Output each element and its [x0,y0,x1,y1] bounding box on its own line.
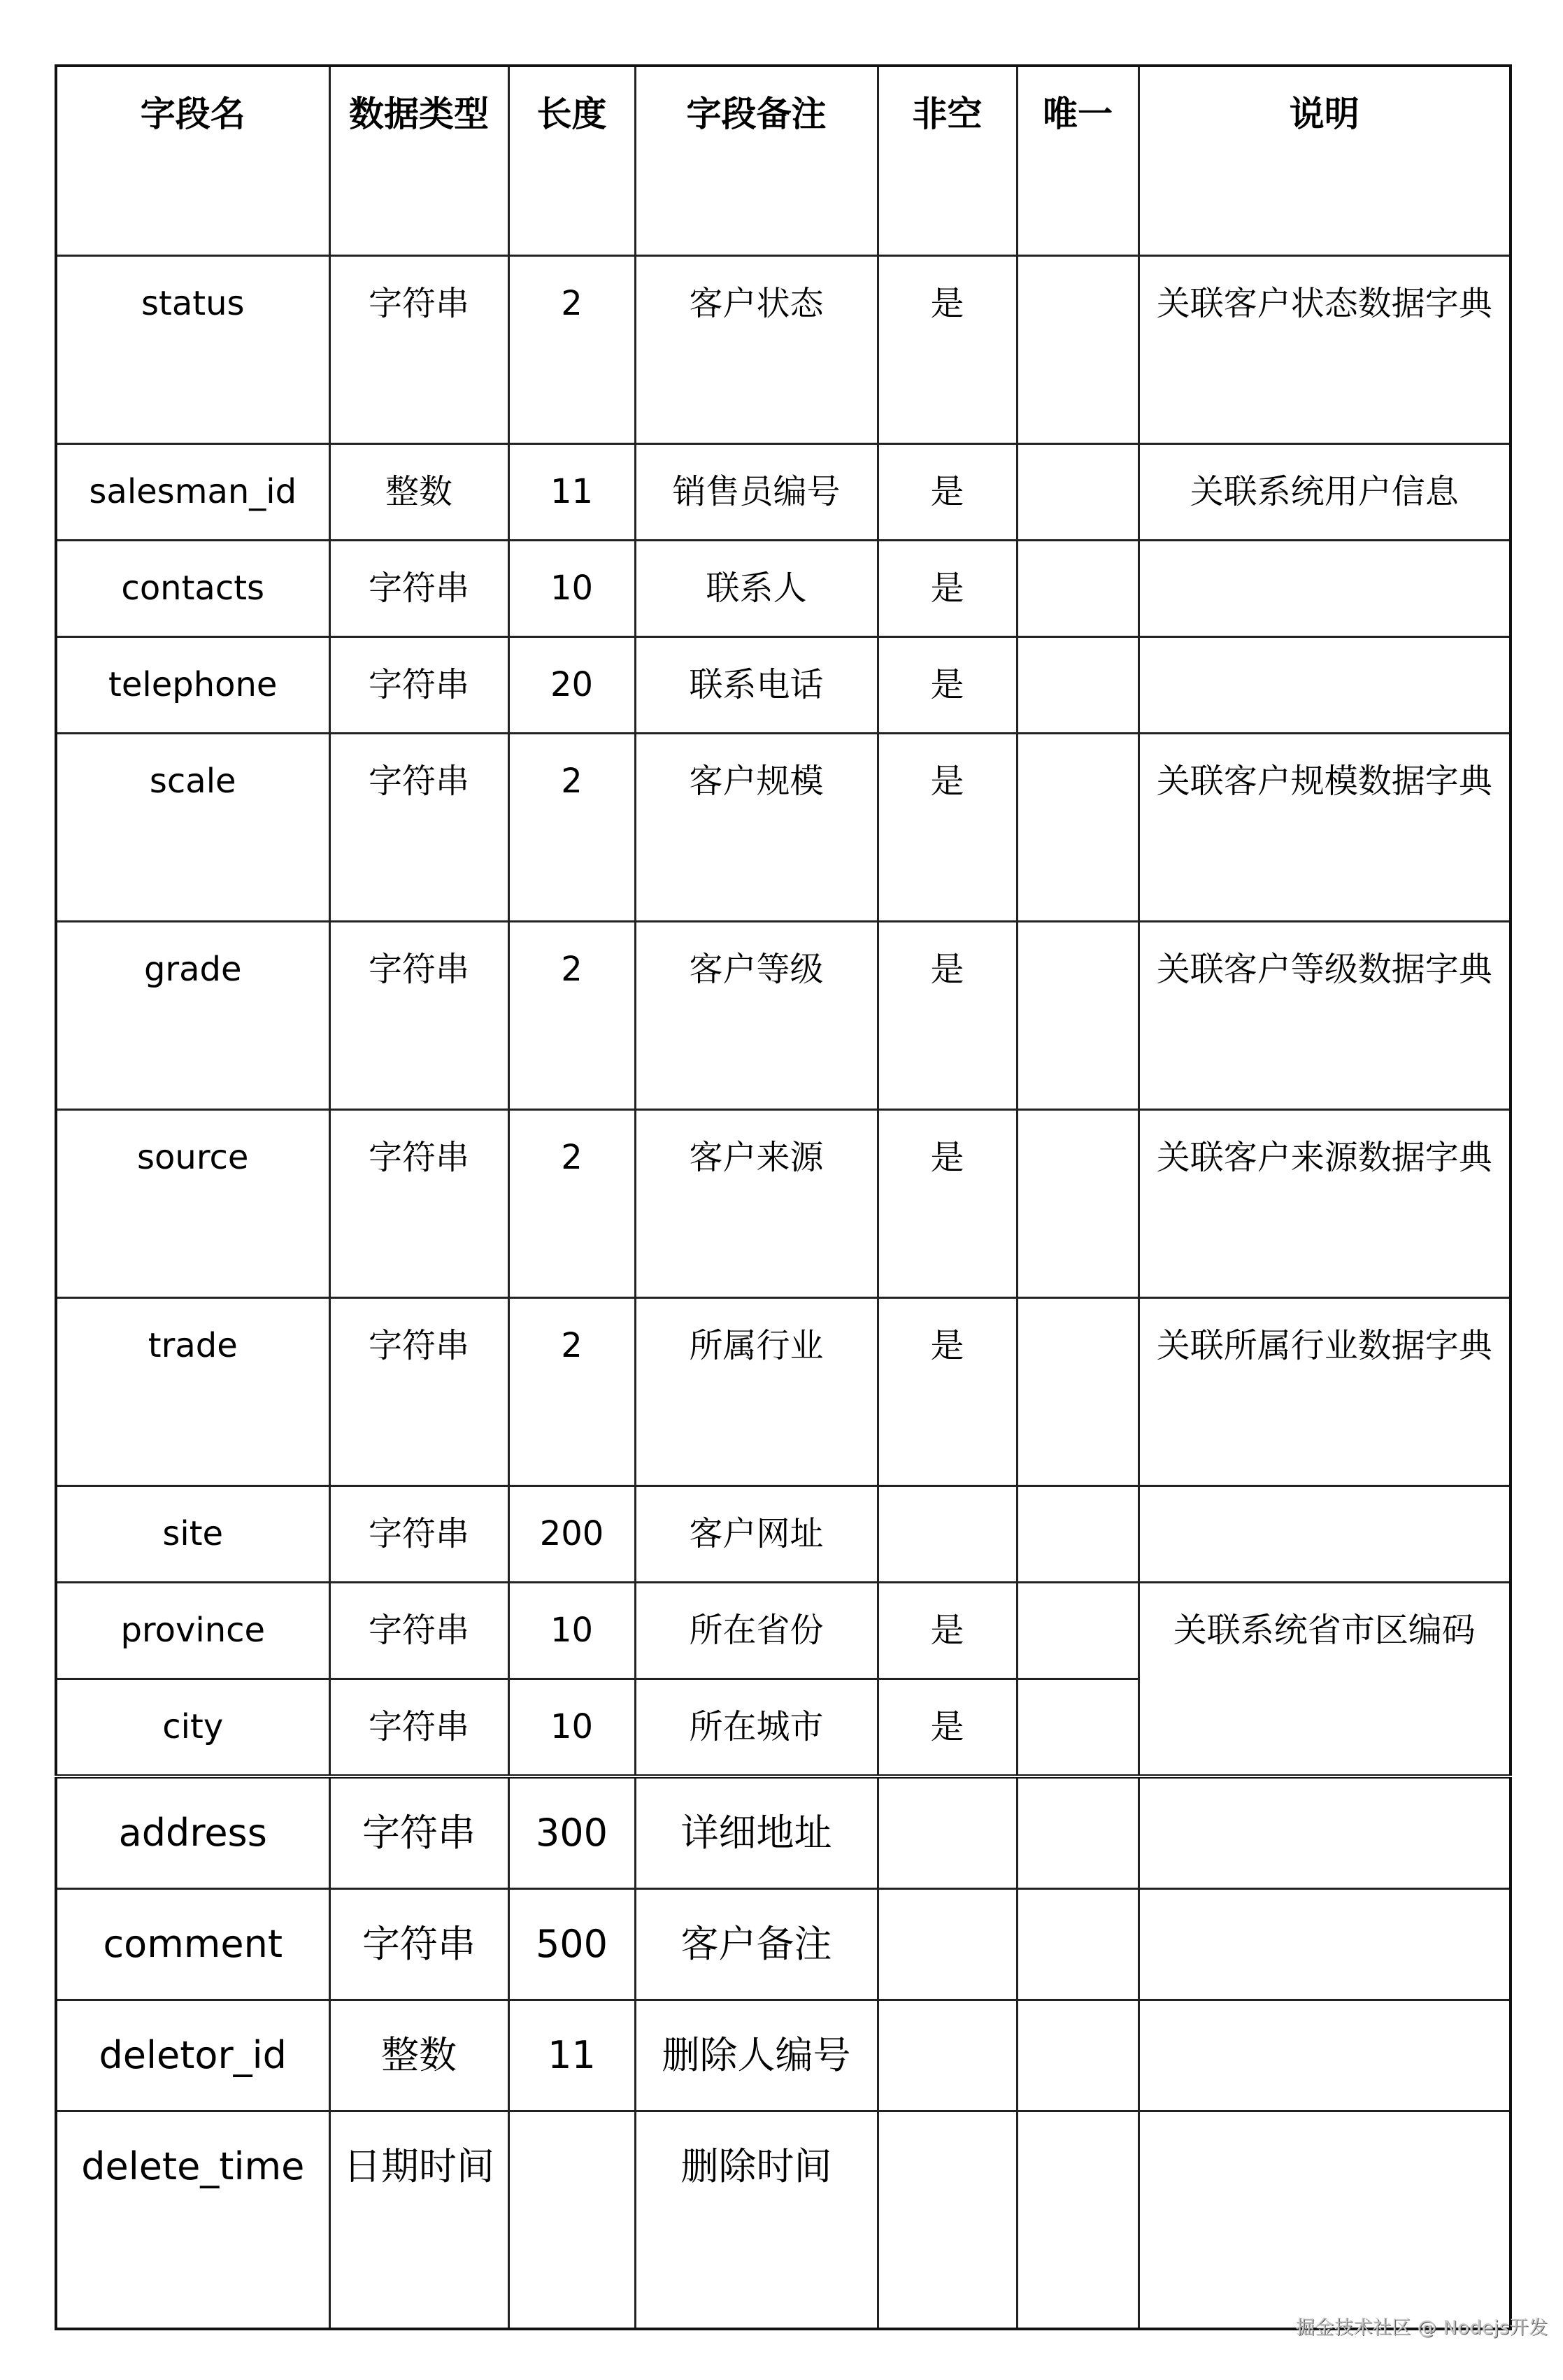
cell-not-null [878,2111,1017,2330]
table-row [56,2000,1511,2111]
table-row [56,541,1511,637]
cell-unique [1017,256,1139,444]
cell-length: 2 [508,256,635,444]
cell-unique [1017,2111,1139,2330]
header-remark: 字段备注 [635,66,878,256]
header-unique: 唯一 [1017,66,1139,256]
header-row [56,66,1511,256]
cell-not-null [878,1486,1017,1583]
table-row [56,1776,1511,1889]
table-row [56,1889,1511,2000]
cell-not-null: 是 [878,1583,1017,1679]
cell-remark: 客户网址 [635,1486,878,1583]
table-row [56,637,1511,734]
table-row [56,1110,1511,1298]
cell-unique [1017,1776,1139,1889]
table-row [56,2111,1511,2330]
cell-length: 10 [508,1679,635,1777]
cell-description: 关联系统用户信息 [1139,444,1511,541]
cell-description: 关联所属行业数据字典 [1139,1298,1511,1486]
cell-type: 整数 [329,2000,508,2111]
cell-length: 2 [508,1110,635,1298]
cell-description [1139,541,1511,637]
cell-remark: 销售员编号 [635,444,878,541]
cell-remark: 详细地址 [635,1776,878,1889]
table-row [56,1583,1511,1679]
cell-description [1139,637,1511,734]
header-length: 长度 [508,66,635,256]
cell-length: 11 [508,444,635,541]
cell-type: 字符串 [329,1889,508,2000]
cell-length: 200 [508,1486,635,1583]
cell-type: 字符串 [329,541,508,637]
cell-description [1139,2000,1511,2111]
cell-remark: 删除人编号 [635,2000,878,2111]
cell-type: 字符串 [329,256,508,444]
cell-field: delete_time [56,2111,329,2330]
cell-unique [1017,2000,1139,2111]
cell-type: 字符串 [329,1486,508,1583]
cell-not-null [878,1889,1017,2000]
watermark: 掘金技术社区 @ Nodejs开发 [1296,2317,1548,2339]
field-schema-table [55,64,1512,2330]
cell-remark: 客户规模 [635,734,878,922]
cell-length: 500 [508,1889,635,2000]
cell-unique [1017,1679,1139,1777]
cell-type: 整数 [329,444,508,541]
cell-field: deletor_id [56,2000,329,2111]
cell-length: 10 [508,541,635,637]
cell-remark: 所在省份 [635,1583,878,1679]
cell-length: 2 [508,734,635,922]
table-row [56,444,1511,541]
cell-not-null: 是 [878,1298,1017,1486]
cell-field: address [56,1776,329,1889]
header-field-name: 字段名 [56,66,329,256]
cell-not-null: 是 [878,922,1017,1110]
cell-not-null: 是 [878,734,1017,922]
cell-length: 2 [508,1298,635,1486]
cell-field: city [56,1679,329,1777]
cell-not-null: 是 [878,1110,1017,1298]
cell-type: 字符串 [329,637,508,734]
cell-not-null: 是 [878,444,1017,541]
cell-not-null: 是 [878,637,1017,734]
cell-remark: 联系电话 [635,637,878,734]
cell-unique [1017,1889,1139,2000]
cell-length: 11 [508,2000,635,2111]
cell-length [508,2111,635,2330]
cell-length: 2 [508,922,635,1110]
cell-remark: 所在城市 [635,1679,878,1777]
cell-not-null: 是 [878,1679,1017,1777]
cell-unique [1017,541,1139,637]
cell-field: contacts [56,541,329,637]
cell-description [1139,1889,1511,2000]
header-data-type: 数据类型 [329,66,508,256]
cell-remark: 客户备注 [635,1889,878,2000]
cell-description: 关联客户状态数据字典 [1139,256,1511,444]
cell-type: 字符串 [329,1583,508,1679]
cell-remark: 删除时间 [635,2111,878,2330]
cell-description: 关联客户来源数据字典 [1139,1110,1511,1298]
cell-description [1139,1486,1511,1583]
cell-type: 日期时间 [329,2111,508,2330]
cell-description [1139,2111,1511,2330]
cell-length: 10 [508,1583,635,1679]
cell-field: province [56,1583,329,1679]
cell-remark: 联系人 [635,541,878,637]
cell-field: trade [56,1298,329,1486]
cell-unique [1017,1583,1139,1679]
cell-field: comment [56,1889,329,2000]
table-row [56,1486,1511,1583]
cell-remark: 所属行业 [635,1298,878,1486]
cell-remark: 客户等级 [635,922,878,1110]
cell-type: 字符串 [329,922,508,1110]
cell-length: 300 [508,1776,635,1889]
cell-not-null [878,1776,1017,1889]
cell-remark: 客户来源 [635,1110,878,1298]
cell-description: 关联客户等级数据字典 [1139,922,1511,1110]
cell-type: 字符串 [329,1776,508,1889]
cell-remark: 客户状态 [635,256,878,444]
cell-unique [1017,637,1139,734]
header-not-null: 非空 [878,66,1017,256]
cell-description [1139,1776,1511,1889]
cell-field: status [56,256,329,444]
cell-type: 字符串 [329,1298,508,1486]
cell-field: grade [56,922,329,1110]
cell-not-null [878,2000,1017,2111]
cell-unique [1017,922,1139,1110]
cell-type: 字符串 [329,1110,508,1298]
cell-field: site [56,1486,329,1583]
cell-type: 字符串 [329,1679,508,1777]
cell-field: scale [56,734,329,922]
table-row [56,1298,1511,1486]
cell-unique [1017,1486,1139,1583]
cell-unique [1017,734,1139,922]
cell-field: source [56,1110,329,1298]
header-description: 说明 [1139,66,1511,256]
cell-not-null: 是 [878,256,1017,444]
cell-description-merged: 关联系统省市区编码 [1139,1583,1511,1777]
cell-unique [1017,444,1139,541]
cell-field: telephone [56,637,329,734]
cell-unique [1017,1298,1139,1486]
table-row [56,256,1511,444]
table-row [56,734,1511,922]
table-row [56,922,1511,1110]
cell-field: salesman_id [56,444,329,541]
cell-unique [1017,1110,1139,1298]
cell-type: 字符串 [329,734,508,922]
cell-description: 关联客户规模数据字典 [1139,734,1511,922]
cell-length: 20 [508,637,635,734]
cell-not-null: 是 [878,541,1017,637]
